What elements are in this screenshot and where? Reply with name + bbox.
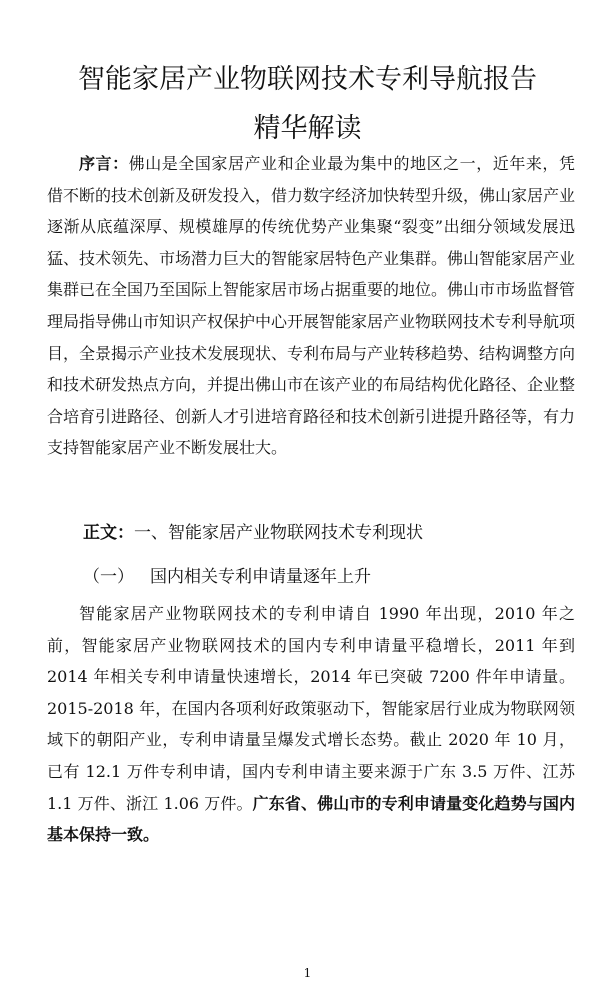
section-heading-text: 一、智能家居产业物联网技术专利现状 [134, 523, 423, 543]
body-text: 智能家居产业物联网技术的专利申请自 1990 年出现，2010 年之前，智能家居产业物联网技术的国内专利申请量平稳增长，2011 年到 2014 年相关专利申请量快速增长，2014 年已突破 7200 件年申请量。2015-2018 年，在国内各项利好政策驱动下，智能家居行业成为物联网领域下的朝阳产业，专利申请量呈爆发式增长态势。截止 2020 年 10 月，已有 12.1 万件专利申请，国内专利申请主要来源于广东 3.5 万件、江苏 1.1 万件、浙江 1.06 万件。 [47, 604, 575, 813]
document-subtitle: 精华解读 [253, 113, 362, 144]
page-number: 1 [303, 966, 312, 980]
subsection-heading [83, 562, 371, 592]
section-label: 正文： [83, 523, 134, 543]
body-paragraph [47, 598, 575, 851]
document-title: 智能家居产业物联网技术专利导航报告 [78, 64, 537, 95]
preface-text: 佛山是全国家居产业和企业最为集中的地区之一，近年来，凭借不断的技术创新及研发投入，借力数字经济加快转型升级，佛山家居产业逐渐从底蕴深厚、规模雄厚的传统优势产业集聚“裂变”出细分领域发展迅猛、技术领先、市场潜力巨大的智能家居特色产业集群。佛山智能家居产业集群已在全国乃至国际上智能家居市场占据重要的地位。佛山市市场监督管理局指导佛山市知识产权保护中心开展智能家居产业物联网技术专利导航项目，全景揭示产业技术发展现状、专利布局与产业转移趋势、结构调整方向和技术研发热点方向，并提出佛山市在该产业的布局结构优化路径、企业整合培育引进路径、创新人才引进培育路径和技术创新引进提升路径等，有力支持智能家居产业不断发展壮大。 [47, 154, 576, 458]
body-emphasis: 广东省、佛山市的专利申请量变化趋势与国内基本保持一致。 [47, 793, 575, 845]
subsection-number: （一） [83, 567, 134, 587]
preface-label: 序言： [79, 154, 129, 173]
preface-paragraph [47, 148, 575, 464]
subsection-heading-text: 国内相关专利申请量逐年上升 [150, 567, 371, 587]
section-heading [83, 518, 423, 548]
